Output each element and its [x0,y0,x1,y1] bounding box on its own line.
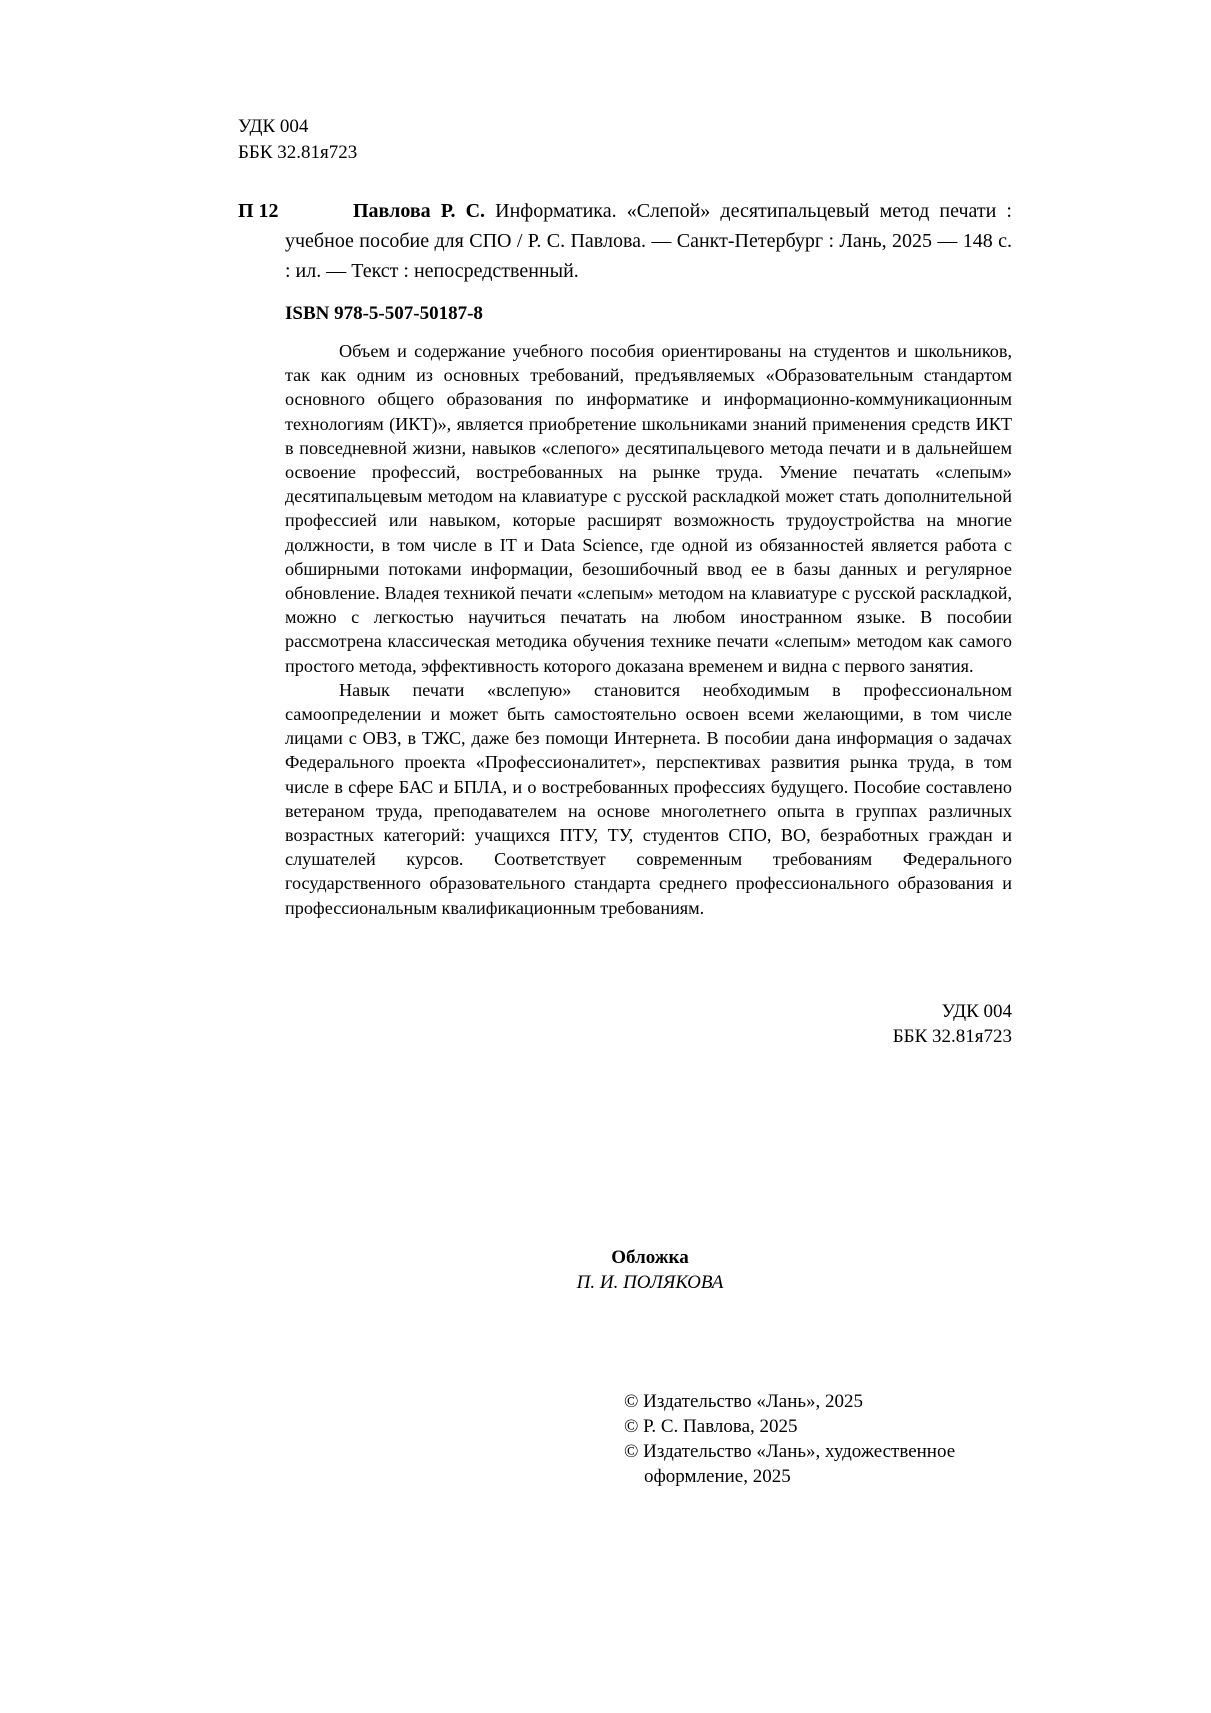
copyright-line: © Издательство «Лань», 2025 [624,1391,864,1412]
classification-codes-bottom [860,999,1012,1049]
author-mark-code: П 12 [238,200,279,222]
annotation-paragraph: Объем и содержание учебного пособия ориентированы на студентов и школьников, так как одним из основных требований, предъявляемых «Образовательным стандартом основного общего образования по информатике и информационно-коммуникационным технологиям (ИКТ)», является приобретение школьниками знаний применения средств ИКТ в повседневной жизни, навыков «слепого» десятипальцевого метода печати и в дальнейшем освоение профессий, востребованных на рынке труда. Умение печатать «слепым» десятипальцевым методом на клавиатуре с русской раскладкой может стать дополнительной профессией или навыком, которые расширят возможность трудоустройства на многие должности, в том числе в IT и Data Science, где одной из обязанностей является работа с обширными потоками информации, безошибочный ввод ее в базы данных и регулярное обновление. Владея техникой печати «слепым» методом на клавиатуре с русской раскладкой, можно с легкостью научиться печатать на любом иностранном языке. В пособии рассмотрена классическая методика обучения технике печати «слепым» методом как самого простого метода, эффективность которого доказана временем и видна с первого занятия. [285,341,1012,676]
bbk-code: ББК 32.81я723 [238,142,358,163]
annotation-paragraph: Навык печати «вслепую» становится необходимым в профессиональном самоопределении и может быть самостоятельно освоен всеми желающими, в том числе лицами с ОВЗ, в ТЖС, даже без помощи Интернета. В пособии дана информация о задачах Федерального проекта «Профессионалитет», перспективах развития рынка труда, в том числе в сфере БАС и БПЛА, и о востребованных профессиях будущего. Пособие составлено ветераном труда, преподавателем на основе многолетнего опыта в группах различных возрастных категорий: учащихся ПТУ, ТУ, студентов СПО, ВО, безработных граждан и слушателей курсов. Соответствует современным требованиям Федерального государственного образовательного стандарта среднего профессионального образования и профессиональным квалификационным требованиям. [285,679,1012,918]
bbk-code: ББК 32.81я723 [892,1026,1012,1047]
copyright-block [624,1389,1024,1489]
annotation [285,339,1012,920]
cover-designer: П. И. ПОЛЯКОВА [576,1272,724,1293]
isbn: ISBN 978-5-507-50187-8 [285,303,483,324]
author-name: Павлова Р. С. [353,200,486,222]
cover-credit [430,1245,870,1295]
bibliographic-description: Информатика. «Слепой» десятипальцевый метод печати : учебное пособие для СПО / Р. С. Павлова. — Санкт-Петербург : Лань, 2025 — 148 с. : ил. — Текст : непосредственный. [285,200,1012,282]
copyright-line: © Издательство «Лань», художественное [624,1441,956,1462]
udk-code: УДК 004 [238,116,309,137]
udk-code: УДК 004 [941,1001,1012,1022]
copyright-line-continuation: оформление, 2025 [644,1466,791,1487]
copyright-line: © Р. С. Павлова, 2025 [624,1416,798,1437]
bibliographic-record [285,196,1012,286]
classification-codes-top [238,114,357,166]
cover-label: Обложка [611,1247,689,1268]
